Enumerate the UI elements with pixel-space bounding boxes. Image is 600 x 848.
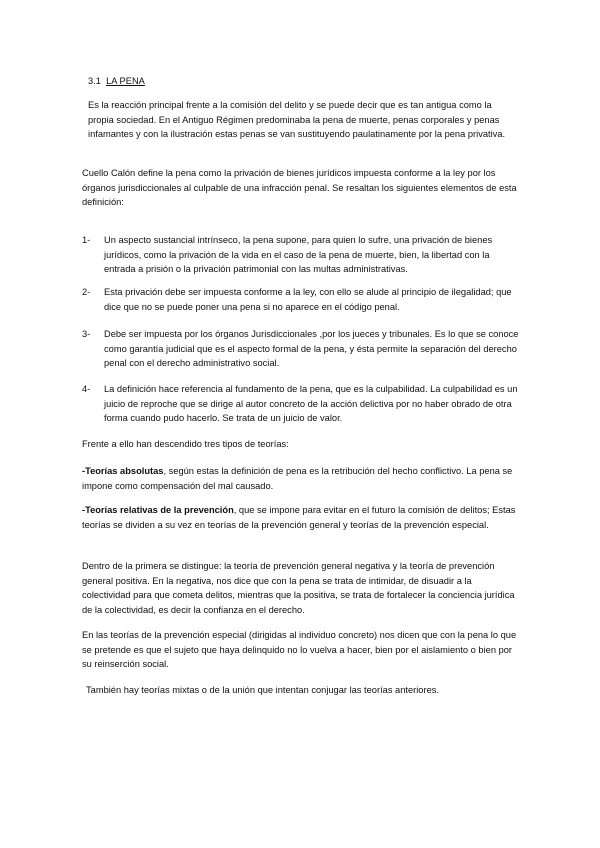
section-title: LA PENA (106, 76, 145, 86)
list-item-number: 3- (82, 329, 91, 339)
list-item-number: 1- (82, 235, 91, 245)
special-prevention-paragraph: En las teorías de la prevención especial (dirigidas al individuo concreto) nos dicen que con la pena lo que se pretende es que el sujeto que haya delinquido no lo vuelva a hacer, bien por el aislamiento o bien por su reinserción social. (82, 630, 517, 670)
section-number: 3.1 (88, 76, 101, 86)
relative-theories-term: -Teorías relativas de la prevención (82, 505, 234, 515)
list-item-text: Debe ser impuesta por los órganos Jurisdiccionales ,por los jueces y tribunales. Es lo que se conoce como garantía judicial que es el aspecto formal de la pena, y ésta permite la separación del derecho penal con el derecho administrativo social. (104, 329, 519, 369)
definition-paragraph: Cuello Calón define la pena como la privación de bienes jurídicos impuesta conforme a la ley por los órganos jurisdiccionales al culpable de una infracción penal. Se resaltan los siguientes elementos de esta definición: (82, 168, 517, 208)
section-heading (88, 74, 145, 89)
list-item-text: La definición hace referencia al fundamento de la pena, que es la culpabilidad. La culpabilidad es un juicio de reproche que se dirige al autor concreto de la acción delictiva por no haber obrado de otra forma cuando pudo hacerlo. Se trata de un juicio de valor. (104, 384, 518, 424)
absolute-theories-term: -Teorías absolutas (82, 466, 164, 476)
relative-theories-text: , que se impone para evitar en el futuro la comisión de delitos; Estas teorías se dividen a su vez en teorías de la prevención general y teorías de la prevención especial. (82, 505, 516, 530)
mixed-theories-paragraph: También hay teorías mixtas o de la unión que intentan conjugar las teorías anteriores. (86, 685, 439, 695)
general-prevention-paragraph: Dentro de la primera se distingue: la teoría de prevención general negativa y la teoría de prevención general positiva. En la negativa, nos dice que con la pena se trata de intimidar, de disuadir a la colectividad para que cometa delitos, mientras que la positiva, se trata de fortalecer la conciencia jurídica de la colectividad, es decir la confianza en el derecho. (82, 561, 515, 615)
list-item-number: 2- (82, 287, 91, 297)
absolute-theories-text: , según estas la definición de pena es la retribución del hecho conflictivo. La pena se impone como compensación del mal causado. (82, 466, 513, 491)
absolute-theories-paragraph (82, 464, 522, 493)
intro-paragraph: Es la reacción principal frente a la comisión del delito y se puede decir que es tan antigua como la propia sociedad. En el Antiguo Régimen predominaba la pena de muerte, penas corporales y penas infamantes y con la ilustración estas penas se van sustituyendo paulatinamente por la pena privativa. (88, 100, 506, 140)
list-item-number: 4- (82, 384, 91, 394)
relative-theories-paragraph (82, 503, 522, 532)
theories-intro: Frente a ello han descendido tres tipos de teorías: (82, 439, 289, 449)
list-item-text: Esta privación debe ser impuesta conforme a la ley, con ello se alude al principio de ilegalidad; que dice que no se puede poner una pena si no aparece en el código penal. (104, 287, 512, 312)
list-item-text: Un aspecto sustancial intrínseco, la pena supone, para quien lo sufre, una privación de bienes jurídicos, como la privación de la vida en el caso de la pena de muerte, bien, la libertad con la entrada a prisión o la privación patrimonial con las multas administrativas. (104, 235, 493, 275)
